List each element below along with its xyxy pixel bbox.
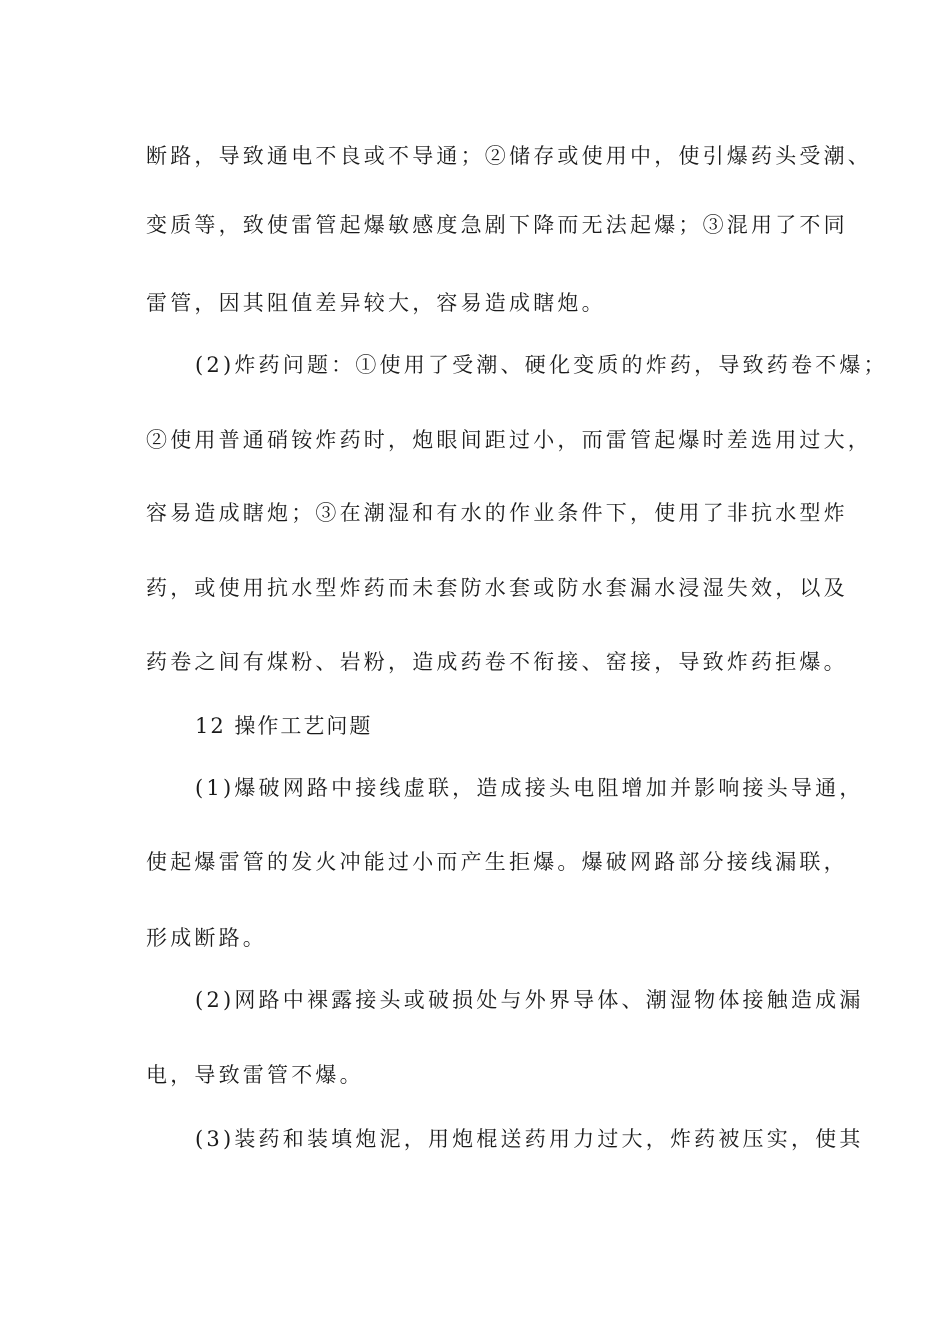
paragraph-start-line: (2)网路中裸露接头或破损处与外界导体、潮湿物体接触造成漏 (195, 988, 864, 1012)
paragraph-start-line: (1)爆破网路中接线虚联，造成接头电阻增加并影响接头导通， (195, 776, 864, 800)
text-line: ②使用普通硝铵炸药时，炮眼间距过小，而雷管起爆时差选用过大， (146, 428, 872, 452)
text-line: 容易造成瞎炮；③在潮湿和有水的作业条件下，使用了非抗水型炸 (146, 501, 848, 525)
text-line: 电，导致雷管不爆。 (146, 1063, 364, 1087)
text-line: 雷管，因其阻值差异较大，容易造成瞎炮。 (146, 291, 606, 315)
text-line: 药，或使用抗水型炸药而未套防水套或防水套漏水浸湿失效，以及 (146, 576, 848, 600)
text-line: 断路，导致通电不良或不导通；②储存或使用中，使引爆药头受潮、 (146, 144, 872, 168)
text-line: 变质等，致使雷管起爆敏感度急剧下降而无法起爆；③混用了不同 (146, 213, 848, 237)
paragraph-start-line: (2)炸药问题：①使用了受潮、硬化变质的炸药，导致药卷不爆； (195, 353, 888, 377)
section-heading: 12 操作工艺问题 (195, 714, 373, 738)
text-line: 形成断路。 (146, 926, 267, 950)
text-line: 使起爆雷管的发火冲能过小而产生拒爆。爆破网路部分接线漏联， (146, 850, 848, 874)
paragraph-start-line: (3)装药和装填炮泥，用炮棍送药用力过大，炸药被压实，使其 (195, 1127, 864, 1151)
text-line: 药卷之间有煤粉、岩粉，造成药卷不衔接、窑接，导致炸药拒爆。 (146, 650, 848, 674)
